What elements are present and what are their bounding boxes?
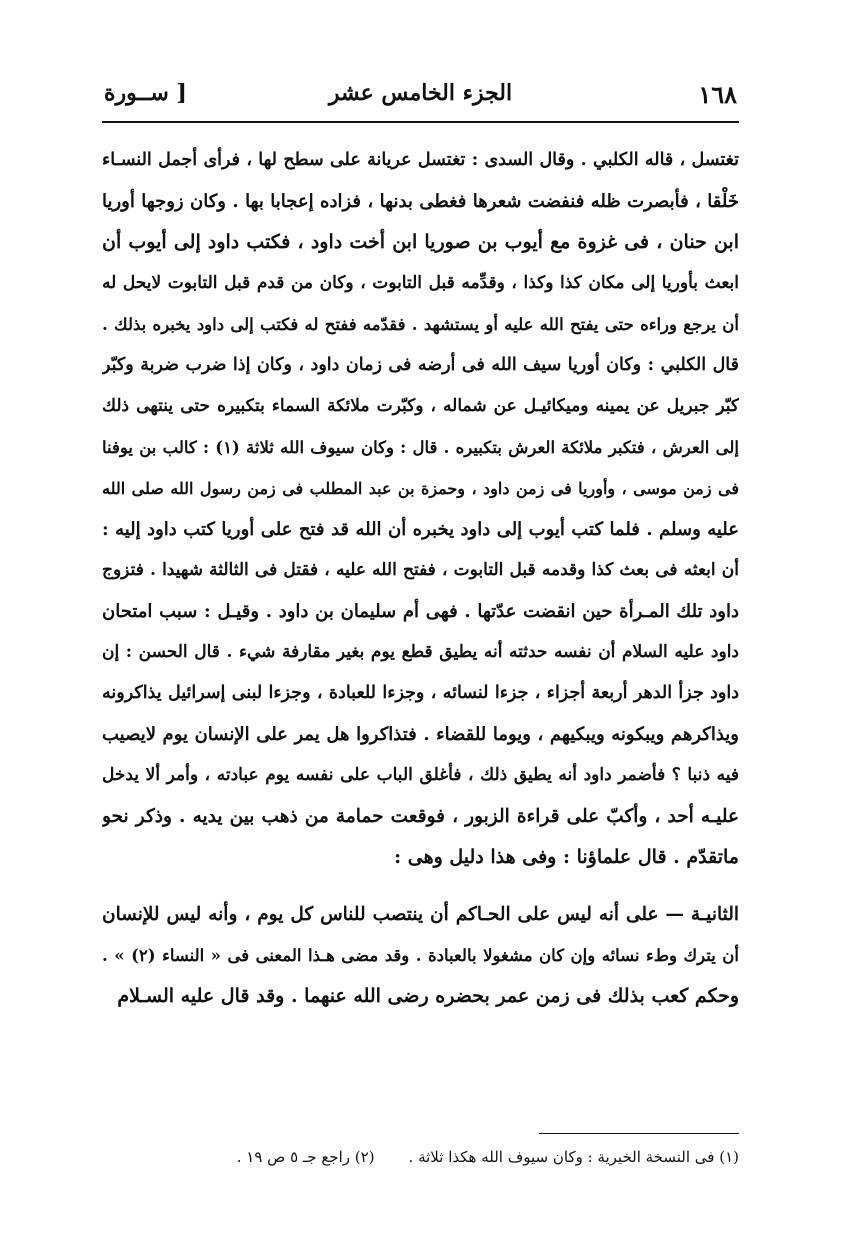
text-line: أن يرجع وراءه حتى يفتح الله عليه أو يستشهد . فقدّمه ففتح له فكتب إلى داود يخبره بذلك . [102, 315, 739, 334]
text-line: وحكم كعب بذلك فى زمن عمر بحضره رضى الله عنهما . وقد قال عليه السـلام [117, 985, 739, 1007]
text-line: ماتقدّم . قال علماؤنا : وفى هذا دليل وهى : [394, 846, 739, 868]
page-header [102, 80, 739, 114]
text-line: أن ابعثه فى بعث كذا وقدمه قبل التابوت ، ففتح الله عليه ، فقتل فى الثالثة شهيدا . فتزوج [102, 560, 739, 580]
text-line: داود عليه السلام أن نفسه حدثته أنه يطيق قطع يوم بغير مقارفة شيء . قال الحسن : إن [102, 642, 739, 662]
text-line: عليه وسلم . فلما كتب أيوب إلى داود يخبره أن الله قد فتح على أوريا كتب داود إليه : [102, 519, 739, 540]
text-line: ويذاكرهم ويبكونه ويبكيهم ، ويوما للقضاء . فتذاكروا هل يمر على الإنسان يوم لايصيب [102, 724, 739, 745]
footnote-divider [539, 1133, 739, 1134]
paragraph-gap [102, 878, 739, 894]
footnotes [102, 1144, 739, 1170]
text-line: تغتسل ، قاله الكلبي . وقال السدى : تغتسل عريانة على سطح لها ، فرأى أجمل النسـاء [102, 150, 739, 170]
text-line: ابن حنان ، فى غزوة مع أيوب بن صوريا ابن أخت داود ، فكتب داود إلى أيوب أن [102, 231, 739, 253]
footnote-2: (٢) راجع جـ ٥ ص ١٩ . [236, 1148, 375, 1166]
text-line: قال الكلبي : وكان أوريا سيف الله فى أرضه فى زمان داود ، وكان إذا ضرب ضربة وكبّر [102, 355, 739, 375]
surah-label: [ ســورة [104, 80, 187, 106]
text-line: الثانيـة — على أنه ليس على الحـاكم أن ينتصب للناس كل يوم ، وأنه ليس للإنسان [102, 904, 739, 925]
text-line: داود تلك المـرأة حين انقضت عدّتها . فهى أم سليمان بن داود . وقيـل : سبب امتحان [102, 601, 739, 622]
text-line: خَلْقا ، فأبصرت ظله فنفضت شعرها فغطى بدنها ، فزاده إعجابا بها . وكان زوجها أوريا [102, 191, 739, 212]
text-line: عليـه أحد ، وأكبّ على قراءة الزبور ، فوقعت حمامة من ذهب بين يديه . وذكر نحو [102, 806, 739, 827]
text-line: أن يترك وطء نسائه وإن كان مشغولا بالعبادة . وقد مضى هـذا المعنى فى « النساء (٢) » . [102, 946, 739, 965]
text-line: فى زمن موسى ، وأوريا فى زمن داود ، وحمزة بن عبد المطلب فى زمن رسول الله صلى الله [102, 479, 739, 498]
running-title: الجزء الخامس عشر [328, 80, 513, 106]
body-text [102, 140, 739, 1017]
text-line: داود جزأ الدهر أربعة أجزاء ، جزءا لنسائه ، وجزءا للعبادة ، وجزءا لبنى إسرائيل يذاكرونه [102, 683, 739, 703]
text-line: فيه ذنبا ؟ فأضمر داود أنه يطيق ذلك ، فأغلق الباب على نفسه يوم عبادته ، وأمر ألا يدخل [102, 765, 739, 785]
page-number: ١٦٨ [698, 80, 737, 109]
text-line: كبّر جبريل عن يمينه وميكائيـل عن شماله ، وكبّرت ملائكة السماء بتكبيره حتى ينتهى ذلك [102, 396, 739, 416]
text-line: ابعث بأوريا إلى مكان كذا وكذا ، وقدِّمه قبل التابوت ، وكان من قدم قبل التابوت لايحل له [102, 273, 739, 293]
text-line: إلى العرش ، فتكبر ملائكة العرش بتكبيره . قال : وكان سيوف الله ثلاثة (١) : كالب بن يوفنا [102, 438, 739, 457]
footnote-1: (١) فى النسخة الخيرية : وكان سيوف الله هكذا ثلاثة . [408, 1148, 739, 1166]
header-divider [102, 121, 739, 123]
